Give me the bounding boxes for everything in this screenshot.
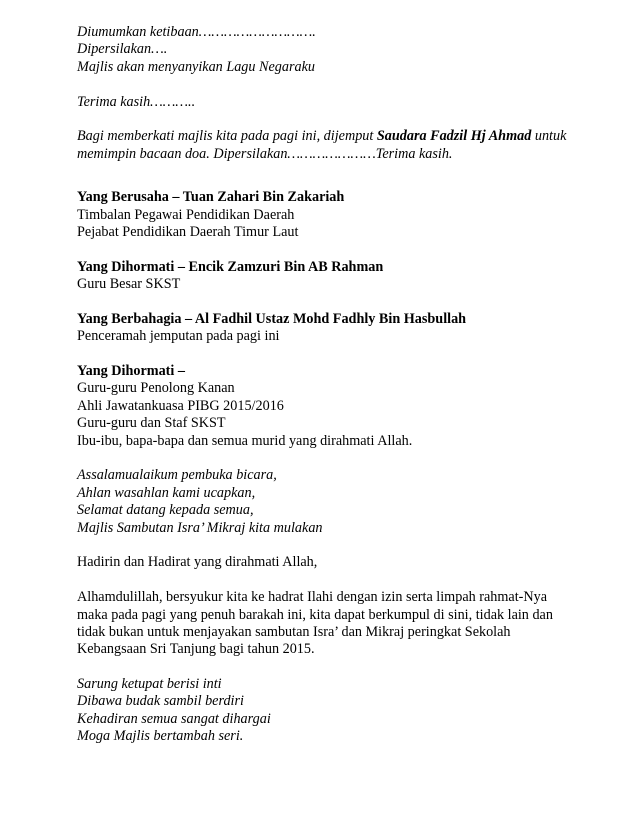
greeting-line: Ibu-ibu, bapa-bapa dan semua murid yang dirahmati Allah.: [77, 432, 413, 449]
doa-line-2: memimpin bacaan doa. Dipersilakan…………………Terima kasih.: [77, 145, 453, 162]
anthem-line: Majlis akan menyanyikan Lagu Negaraku: [77, 58, 315, 75]
pantun-line: Ahlan wasahlan kami ucapkan,: [77, 484, 256, 501]
body-line: tidak bukan untuk menjayakan sambutan Isra’ dan Mikraj peringkat Sekolah: [77, 623, 511, 640]
body-line: Kebangsaan Sri Tanjung bagi tahun 2015.: [77, 641, 315, 658]
doa-line-1: [77, 128, 597, 145]
greeting-line: Guru-guru dan Staf SKST: [77, 415, 226, 432]
greeting-line: Guru Besar SKST: [77, 276, 181, 293]
pantun-line: Assalamualaikum pembuka bicara,: [77, 467, 277, 484]
doa-name: Saudara Fadzil Hj Ahmad: [376, 128, 532, 145]
announce-line: Diumumkan ketibaan……………………….: [77, 24, 316, 40]
pantun-line: Moga Majlis bertambah seri.: [77, 728, 244, 745]
pantun-line: Majlis Sambutan Isra’ Mikraj kita mulakan: [77, 519, 323, 536]
speech-text: [77, 24, 597, 746]
doa-text-post: untuk: [531, 128, 567, 145]
greeting-title: Yang Dihormati – Encik Zamzuri Bin AB Rahman: [77, 258, 384, 275]
invite-line: Dipersilakan….: [77, 41, 168, 58]
doa-text-pre: Bagi memberkati majlis kita pada pagi ini, dijemput: [77, 128, 377, 145]
body-line: maka pada pagi yang penuh barakah ini, kita dapat berkumpul di sini, tidak lain dan: [77, 606, 553, 623]
pantun-line: Kehadiran semua sangat dihargai: [77, 710, 271, 727]
pantun-line: Selamat datang kepada semua,: [77, 502, 254, 519]
pantun-line: Dibawa budak sambil berdiri: [77, 693, 244, 710]
greeting-line: Pejabat Pendidikan Daerah Timur Laut: [77, 223, 299, 240]
pantun-line: Sarung ketupat berisi inti: [77, 676, 222, 693]
thanks-line: Terima kasih………..: [77, 93, 196, 110]
greeting-line: Guru-guru Penolong Kanan: [77, 380, 235, 397]
greeting-line: Penceramah jemputan pada pagi ini: [77, 328, 280, 345]
hadirin-line: Hadirin dan Hadirat yang dirahmati Allah,: [77, 554, 318, 571]
greeting-title: Yang Berusaha – Tuan Zahari Bin Zakariah: [77, 189, 345, 206]
greeting-title: Yang Dihormati –: [77, 363, 185, 380]
greeting-line: Ahli Jawatankuasa PIBG 2015/2016: [77, 397, 284, 414]
body-line: Alhamdulillah, bersyukur kita ke hadrat Ilahi dengan izin serta limpah rahmat-Nya: [77, 589, 548, 606]
greeting-line: Timbalan Pegawai Pendidikan Daerah: [77, 206, 295, 223]
greeting-title: Yang Berbahagia – Al Fadhil Ustaz Mohd Fadhly Bin Hasbullah: [77, 310, 467, 327]
